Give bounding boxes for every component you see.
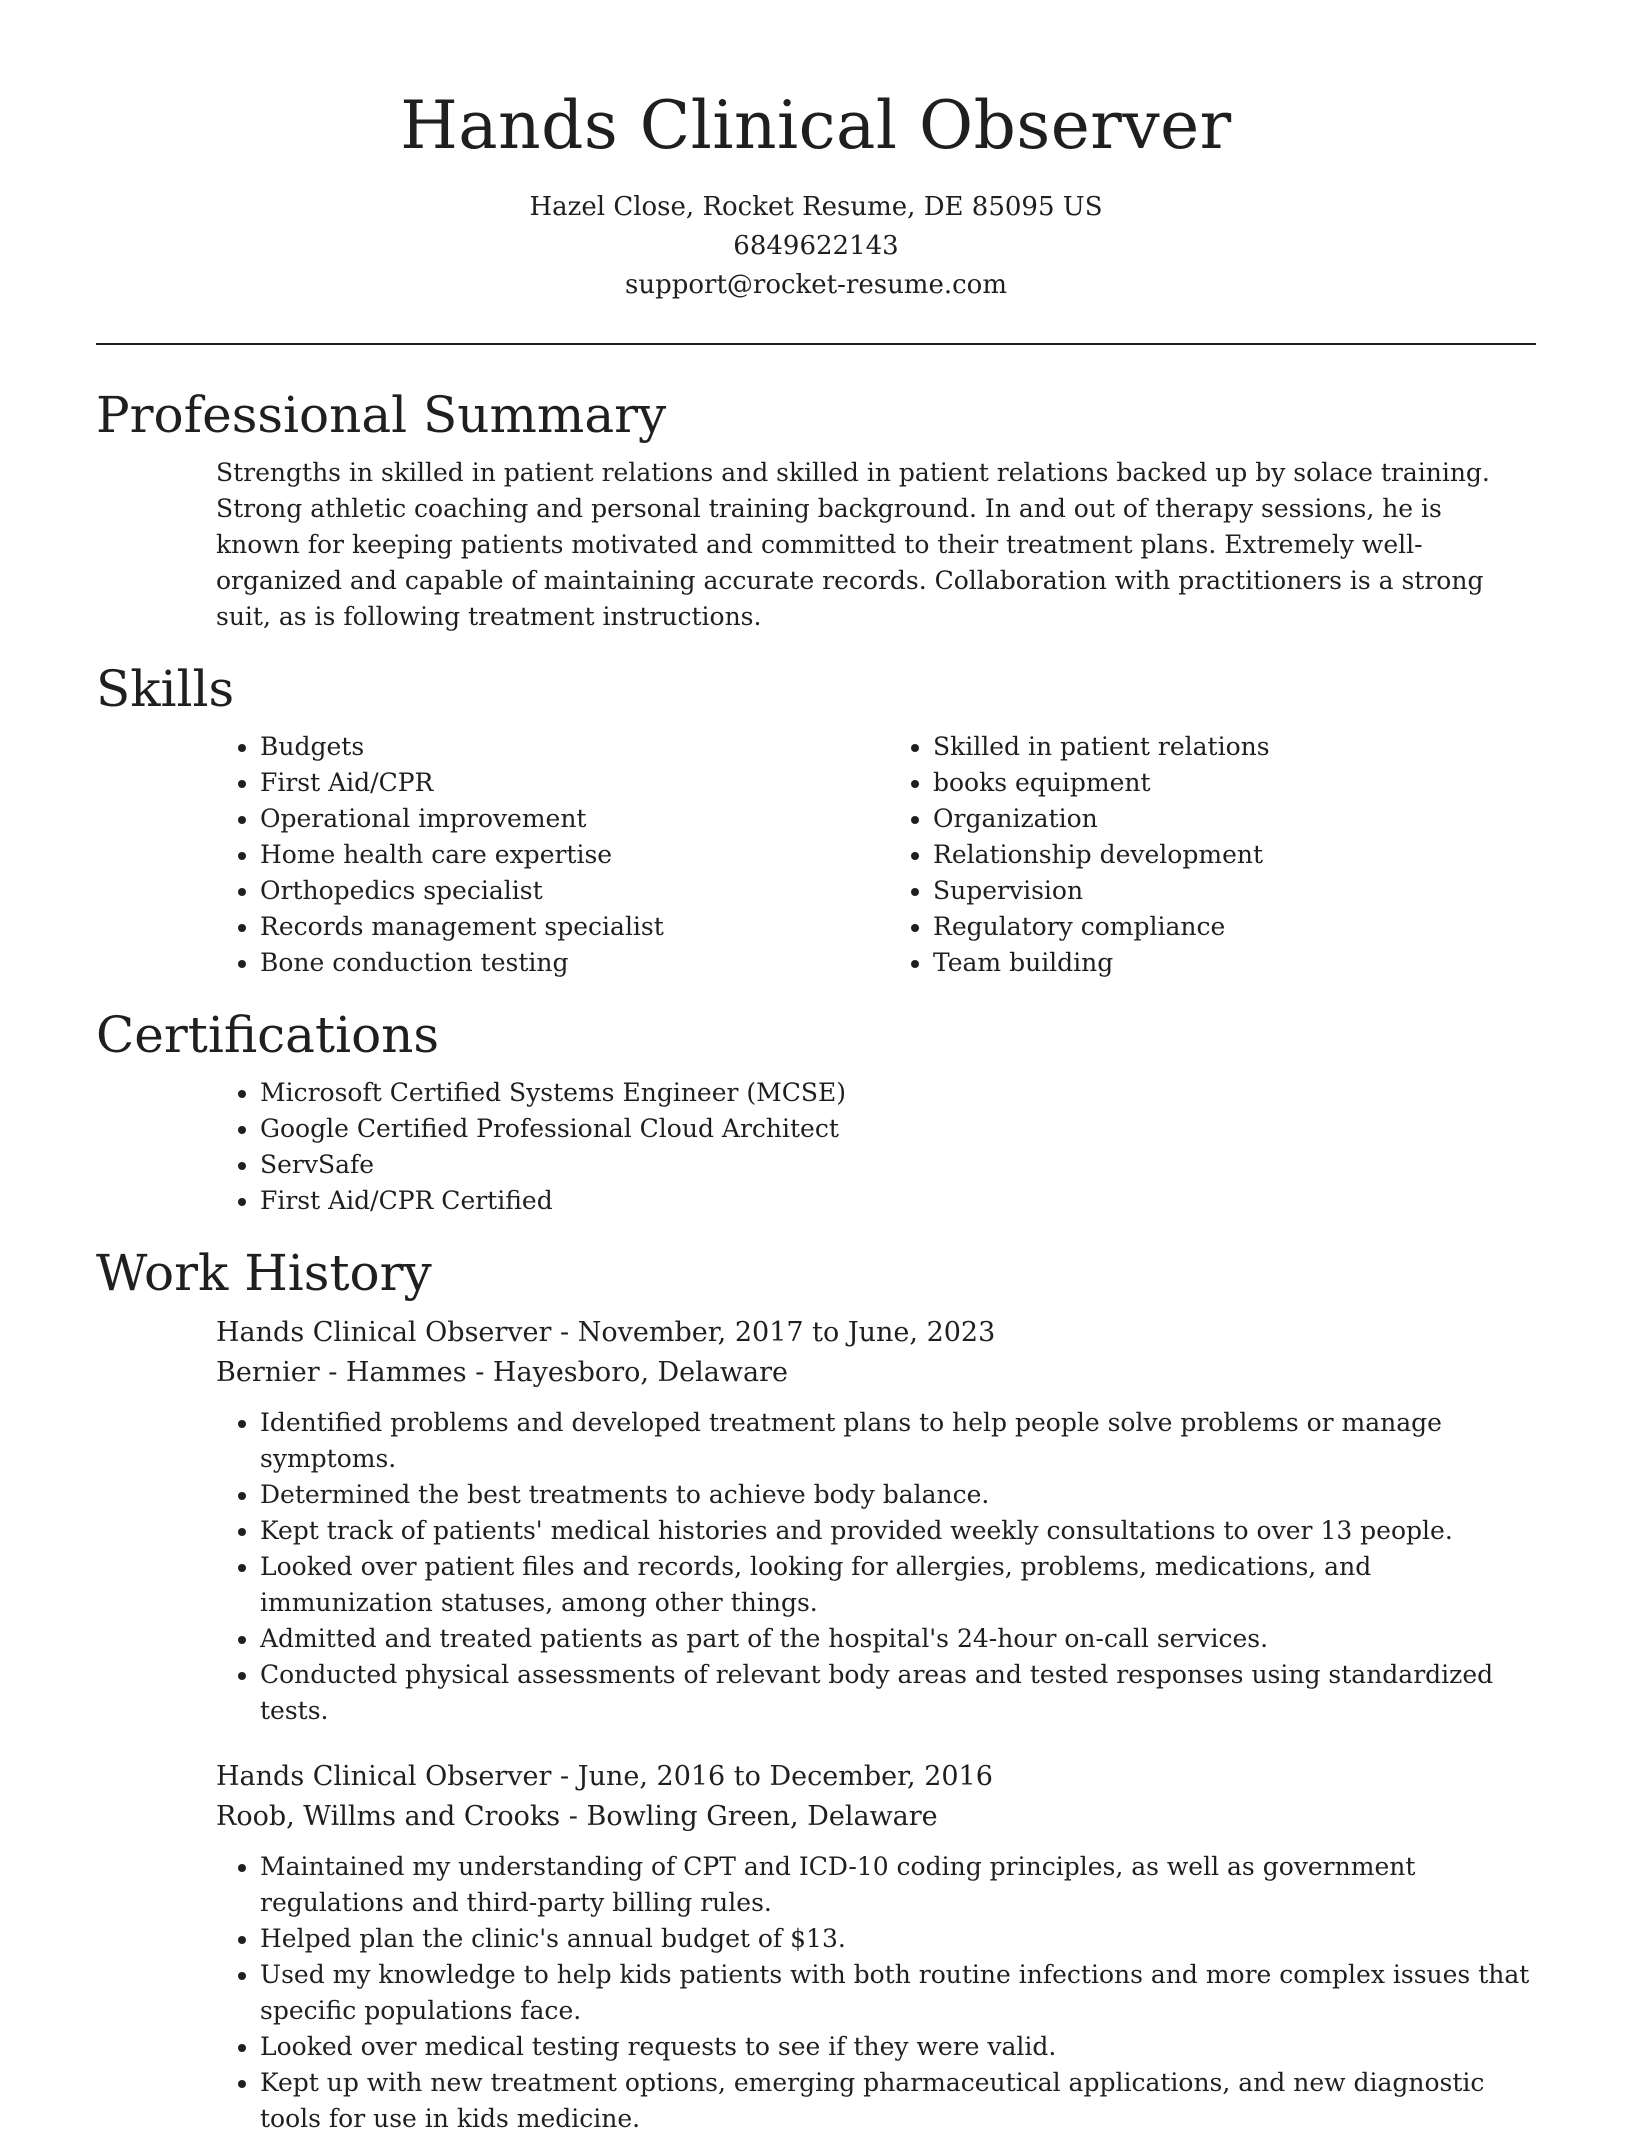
skills-heading: Skills: [96, 660, 235, 718]
job-location: Hayesboro, Delaware: [492, 1357, 788, 1388]
skill-item: • Orthopedics specialist: [260, 873, 898, 909]
job-dates: June, 2016 to December, 2016: [577, 1761, 993, 1792]
resume-page: [96, 0, 1536, 2137]
certification-item: • Microsoft Certified Systems Engineer (MCSE): [260, 1075, 1536, 1111]
skills-section: [96, 659, 1536, 981]
skill-item: • Bone conduction testing: [260, 945, 898, 981]
job-bullet: • Conducted physical assessments of relevant body areas and tested responses using standardized tests.: [260, 1657, 1536, 1729]
certification-item: • ServSafe: [260, 1147, 1536, 1183]
job-bullet: • Looked over medical testing requests to see if they were valid.: [260, 2029, 1536, 2065]
summary-text: Strengths in skilled in patient relations and skilled in patient relations backed up by solace training. Strong athletic coaching and personal training background. In and out of therapy sessions, he is known for keeping patients motivated and committed to their treatment plans. Extremely well-organized and capable of maintaining accurate records. Collaboration with practitioners is a strong suit, as is following treatment instructions.: [216, 458, 1490, 631]
job-title-line: Hands Clinical Observer - November, 2017 to June, 2023: [216, 1317, 996, 1348]
job-bullets: [96, 1405, 1536, 1729]
skill-item: • Operational improvement: [260, 801, 898, 837]
job-title: Hands Clinical Observer: [216, 1317, 552, 1348]
summary-heading: Professional Summary: [96, 386, 667, 444]
job-bullets: [96, 1849, 1536, 2137]
skill-item: • Budgets: [260, 729, 898, 765]
certifications-list: [96, 1075, 1536, 1219]
job-entry: [96, 1313, 1536, 1729]
job-bullet: • Maintained my understanding of CPT and ICD-10 coding principles, as well as government regulations and third-party billing rules.: [260, 1849, 1536, 1921]
work-history-heading: Work History: [96, 1244, 432, 1302]
job-bullet: • Kept track of patients' medical histories and provided weekly consultations to over 13 people.: [260, 1513, 1536, 1549]
skill-item: • Team building: [933, 945, 1536, 981]
skill-item: • First Aid/CPR: [260, 765, 898, 801]
job-bullet: • Admitted and treated patients as part of the hospital's 24-hour on-call services.: [260, 1621, 1536, 1657]
job-dates: November, 2017 to June, 2023: [577, 1317, 996, 1348]
skill-item: • Home health care expertise: [260, 837, 898, 873]
job-bullet: • Looked over patient files and records, looking for allergies, problems, medications, and immunization statuses, among other things.: [260, 1549, 1536, 1621]
certification-item: • First Aid/CPR Certified: [260, 1183, 1536, 1219]
skill-item: • Regulatory compliance: [933, 909, 1536, 945]
skill-item: • books equipment: [933, 765, 1536, 801]
certifications-heading: Certifications: [96, 1006, 440, 1064]
address: Hazel Close, Rocket Resume, DE 85095 US: [529, 192, 1103, 222]
skills-list-left: [96, 729, 898, 981]
job-bullet: • Used my knowledge to help kids patients with both routine infections and more complex issues that specific populations face.: [260, 1957, 1536, 2029]
skill-item: • Organization: [933, 801, 1536, 837]
skill-item: • Relationship development: [933, 837, 1536, 873]
summary-section: [96, 385, 1536, 635]
skills-list-right: [898, 729, 1536, 981]
certifications-section: [96, 1005, 1536, 1219]
skill-item: • Supervision: [933, 873, 1536, 909]
job-title: Hands Clinical Observer: [216, 1761, 552, 1792]
job-bullet: • Determined the best treatments to achieve body balance.: [260, 1477, 1536, 1513]
job-title-line: Hands Clinical Observer - June, 2016 to December, 2016: [216, 1761, 993, 1792]
job-location: Bowling Green, Delaware: [586, 1801, 938, 1832]
skills-columns: [96, 729, 1536, 981]
certification-item: • Google Certified Professional Cloud Architect: [260, 1111, 1536, 1147]
job-bullet: • Identified problems and developed treatment plans to help people solve problems or manage symptoms.: [260, 1405, 1536, 1477]
job-company: Roob, Willms and Crooks: [216, 1801, 561, 1832]
job-company: Bernier - Hammes: [216, 1357, 467, 1388]
skill-item: • Skilled in patient relations: [933, 729, 1536, 765]
job-company-line: Bernier - Hammes - Hayesboro, Delaware: [216, 1357, 788, 1388]
contact-info: [96, 188, 1536, 305]
job-bullet: • Helped plan the clinic's annual budget of $13.: [260, 1921, 1536, 1957]
job-entry: [96, 1757, 1536, 2137]
job-company-line: Roob, Willms and Crooks - Bowling Green, Delaware: [216, 1801, 938, 1832]
phone: 6849622143: [733, 231, 899, 261]
email[interactable]: support@rocket-resume.com: [624, 270, 1007, 300]
work-history-section: [96, 1243, 1536, 2137]
resume-header: [96, 0, 1536, 305]
skill-item: • Records management specialist: [260, 909, 898, 945]
header-divider: [96, 343, 1536, 345]
candidate-name: Hands Clinical Observer: [400, 87, 1232, 164]
job-bullet: • Kept up with new treatment options, emerging pharmaceutical applications, and new diagnostic tools for use in kids medicine.: [260, 2065, 1536, 2137]
